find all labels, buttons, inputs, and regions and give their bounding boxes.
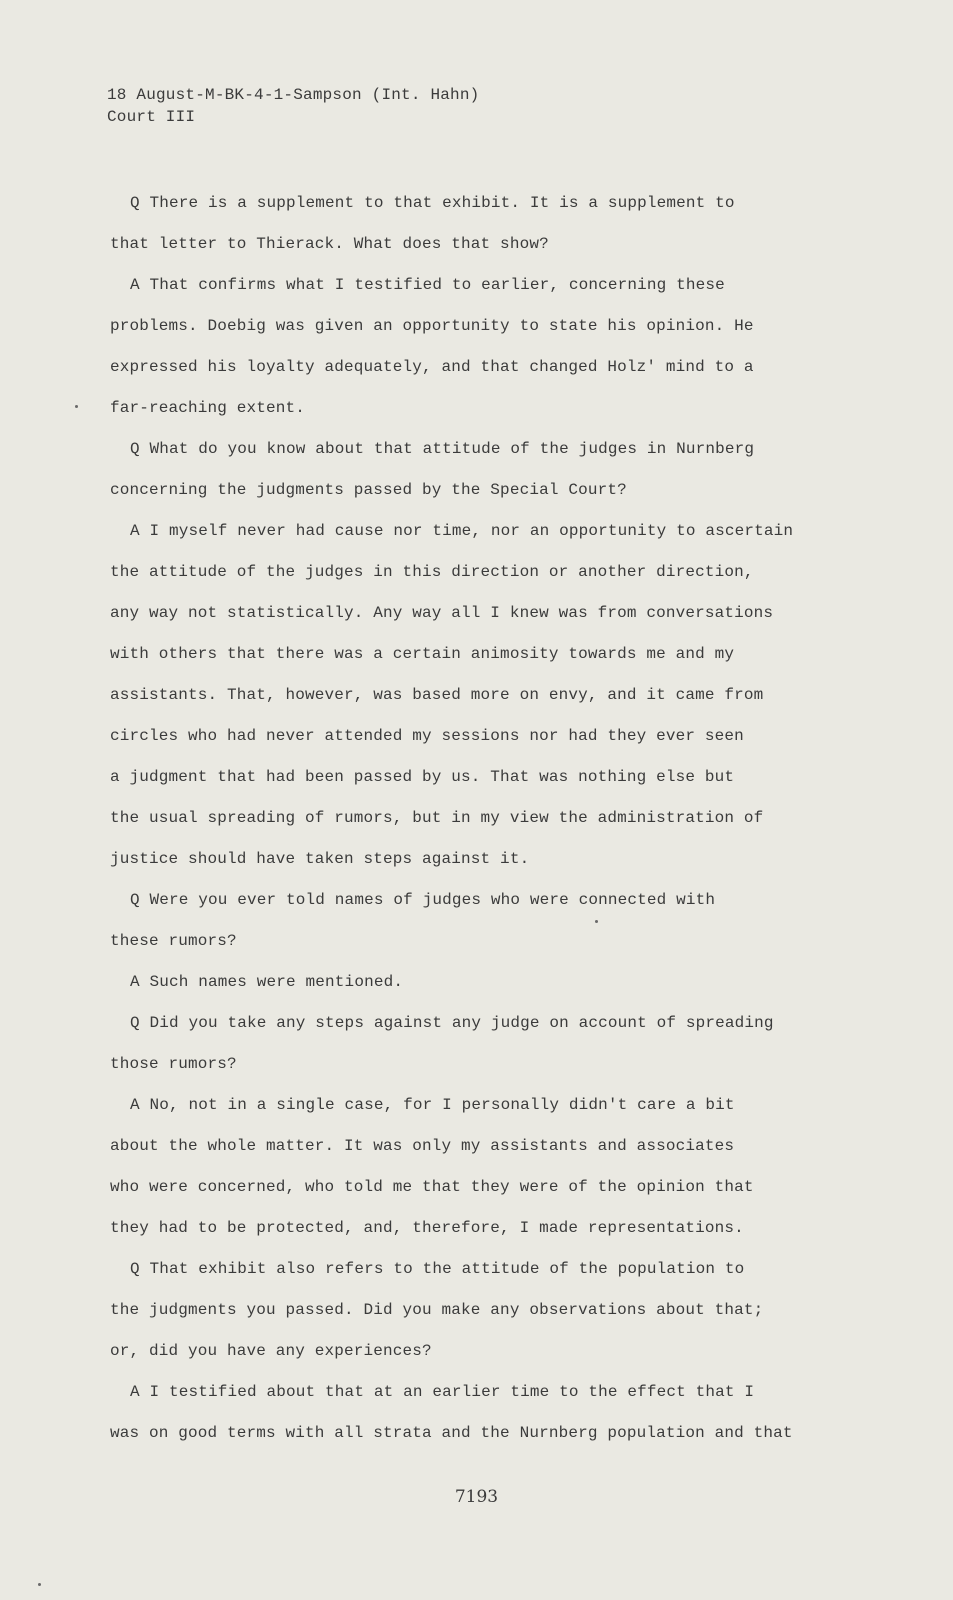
line-text: There is a supplement to that exhibit. It is a supplement to <box>149 194 735 212</box>
transcript-line: the attitude of the judges in this direction or another direction, <box>110 563 754 581</box>
answer-paragraph <box>110 1372 850 1454</box>
line-text: That exhibit also refers to the attitude of the population to <box>149 1260 745 1278</box>
line-text: No, not in a single case, for I personally didn't care a bit <box>149 1096 735 1114</box>
transcript-line <box>110 429 850 470</box>
answer-paragraph <box>110 265 850 429</box>
transcript-line <box>110 880 850 921</box>
paper-speck <box>75 405 78 408</box>
line-text: That confirms what I testified to earlier, concerning these <box>149 276 725 294</box>
transcript-line <box>110 1085 850 1126</box>
line-text: I myself never had cause nor time, nor an opportunity to ascertain <box>149 522 794 540</box>
document-header <box>107 84 479 128</box>
question-paragraph <box>110 1249 850 1372</box>
speaker-label: Q <box>130 440 140 458</box>
page-number: 7193 <box>454 1487 499 1507</box>
question-paragraph <box>110 429 850 511</box>
transcript-line <box>110 962 850 1003</box>
answer-paragraph <box>110 1085 850 1249</box>
transcript-line: concerning the judgments passed by the Special Court? <box>110 481 627 499</box>
transcript-line: the judgments you passed. Did you make any observations about that; <box>110 1301 764 1319</box>
transcript-body <box>110 183 850 1454</box>
speaker-label: A <box>130 973 140 991</box>
transcript-line: or, did you have any experiences? <box>110 1342 432 1360</box>
speaker-label: Q <box>130 891 140 909</box>
transcript-line: expressed his loyalty adequately, and that changed Holz' mind to a <box>110 358 754 376</box>
transcript-line: assistants. That, however, was based more on envy, and it came from <box>110 686 764 704</box>
header-line-2: Court III <box>107 108 196 126</box>
transcript-line: a judgment that had been passed by us. That was nothing else but <box>110 768 735 786</box>
transcript-line: about the whole matter. It was only my assistants and associates <box>110 1137 735 1155</box>
transcript-line: with others that there was a certain animosity towards me and my <box>110 645 735 663</box>
transcript-line <box>110 183 850 224</box>
transcript-line <box>110 265 850 306</box>
speaker-label: A <box>130 1383 140 1401</box>
question-paragraph <box>110 183 850 265</box>
speaker-label: A <box>130 276 140 294</box>
speaker-label: Q <box>130 1260 140 1278</box>
transcript-line <box>110 511 850 552</box>
question-paragraph <box>110 1003 850 1085</box>
transcript-line: was on good terms with all strata and the Nurnberg population and that <box>110 1424 793 1442</box>
transcript-line: any way not statistically. Any way all I knew was from conversations <box>110 604 774 622</box>
transcript-line: those rumors? <box>110 1055 237 1073</box>
transcript-line <box>110 1249 850 1290</box>
question-paragraph <box>110 880 850 962</box>
speaker-label: A <box>130 522 140 540</box>
speaker-label: Q <box>130 194 140 212</box>
transcript-line: that letter to Thierack. What does that show? <box>110 235 549 253</box>
line-text: Were you ever told names of judges who were connected with <box>149 891 716 909</box>
transcript-line: the usual spreading of rumors, but in my view the administration of <box>110 809 764 827</box>
transcript-line <box>110 1372 850 1413</box>
answer-paragraph <box>110 511 850 880</box>
transcript-line: who were concerned, who told me that they were of the opinion that <box>110 1178 754 1196</box>
transcript-line: justice should have taken steps against it. <box>110 850 530 868</box>
paper-speck <box>38 1583 41 1586</box>
answer-paragraph <box>110 962 850 1003</box>
line-text: I testified about that at an earlier time to the effect that I <box>149 1383 755 1401</box>
line-text: What do you know about that attitude of the judges in Nurnberg <box>149 440 755 458</box>
speaker-label: Q <box>130 1014 140 1032</box>
header-line-1: 18 August-M-BK-4-1-Sampson (Int. Hahn) <box>107 86 480 104</box>
transcript-line <box>110 1003 850 1044</box>
transcript-line: far-reaching extent. <box>110 399 306 417</box>
transcript-line: problems. Doebig was given an opportunity to state his opinion. He <box>110 317 754 335</box>
speaker-label: A <box>130 1096 140 1114</box>
transcript-line: circles who had never attended my sessions nor had they ever seen <box>110 727 744 745</box>
line-text: Did you take any steps against any judge on account of spreading <box>149 1014 774 1032</box>
transcript-line: they had to be protected, and, therefore, I made representations. <box>110 1219 744 1237</box>
line-text: Such names were mentioned. <box>149 973 404 991</box>
paper-speck <box>595 920 598 923</box>
transcript-line: these rumors? <box>110 932 237 950</box>
